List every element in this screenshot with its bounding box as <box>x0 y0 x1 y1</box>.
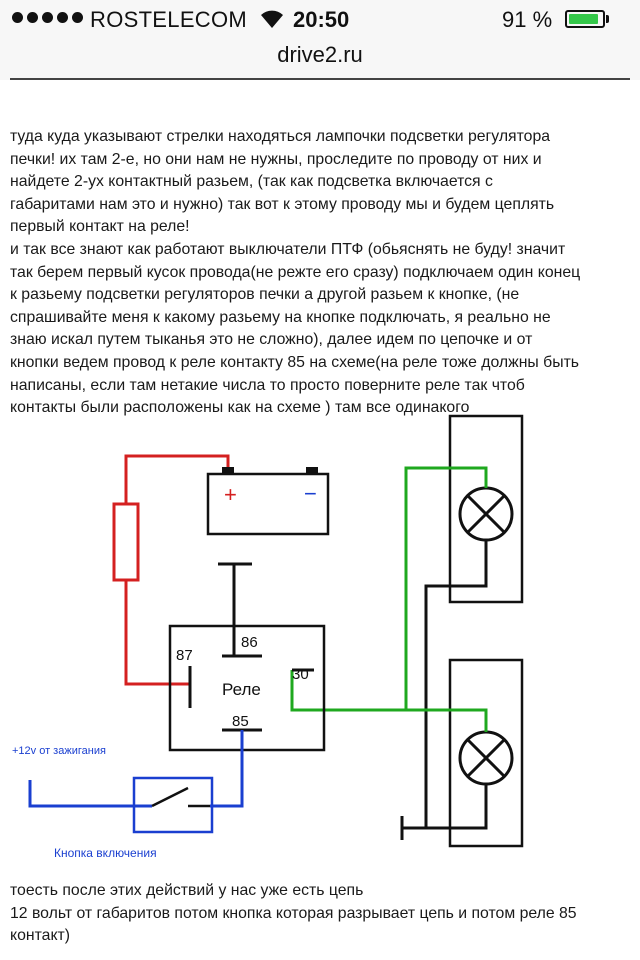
switch-lever <box>152 788 188 806</box>
ignition-label: +12v от зажигания <box>12 745 106 757</box>
signal-dots-icon <box>12 12 83 23</box>
article-paragraph-1: туда куда указывают стрелки находяться лампочки подсветки регулятора печки! их там 2-е, но они нам не нужны, проследите по проводу от них и найдете 2-ух контактный разьем, (так как подсветка включается с габаритами нам это и нужно) так вот к этому проводу мы и будем цеплять первый контакт на реле! и так все знают как работают выключатели ПТФ (обьяснять не буду! значит так берем первый кусок провода(не режте его сразу) подключаем один конец к разьему подсветки регуляторов печки а другой разьем к кнопке, (не спрашивайте меня к какому разьему на кнопке подключать, я реально не знаю искал путем тыканья это не сложно), далее идем по цепочке и от кнопки ведем провод к реле контакту 85 на схеме(на реле тоже должны быть написаны, если там нетакие числа то просто поверните реле так чтоб контакты были расположены как на схеме ) там все одинакого <box>10 128 581 417</box>
lamp-icon-top <box>460 488 512 540</box>
pin-85-label: 85 <box>232 713 249 730</box>
relay-label: Реле <box>222 680 261 699</box>
battery-level-fill <box>569 14 598 24</box>
status-bar <box>0 0 640 40</box>
browser-address-bar[interactable] <box>0 40 640 80</box>
battery-minus-sign: − <box>304 481 317 506</box>
button-label: Кнопка включения <box>54 846 157 860</box>
address-domain[interactable]: drive2.ru <box>277 42 363 67</box>
battery-plus-sign: + <box>224 482 237 507</box>
article-paragraph-2: тоесть после этих действий у нас уже есть цепь 12 вольт от габаритов потом кнопка которая разрывает цепь и потом реле 85 контакт) <box>10 882 577 945</box>
fuse-symbol <box>114 504 138 580</box>
ground-wire-top <box>426 540 486 828</box>
green-wire-branch <box>406 710 486 732</box>
address-bar-divider <box>10 78 630 80</box>
carrier-name: ROSTELECOM <box>90 7 248 32</box>
battery-tip <box>606 15 609 23</box>
ground-wire-bottom <box>402 784 486 828</box>
lamp-icon-bottom <box>460 732 512 784</box>
status-time: 20:50 <box>293 7 350 32</box>
pin-86-label: 86 <box>241 634 258 651</box>
wifi-icon <box>259 9 285 29</box>
battery-terminal-minus <box>306 467 318 475</box>
blue-wire-to-relay <box>210 730 242 806</box>
battery-icon <box>565 10 605 28</box>
pin-30-label: 30 <box>292 666 309 683</box>
pin-87-label: 87 <box>176 647 193 664</box>
wiring-diagram <box>10 408 532 860</box>
battery-percent: 91 % <box>502 7 553 32</box>
battery-terminal-plus <box>222 467 234 475</box>
